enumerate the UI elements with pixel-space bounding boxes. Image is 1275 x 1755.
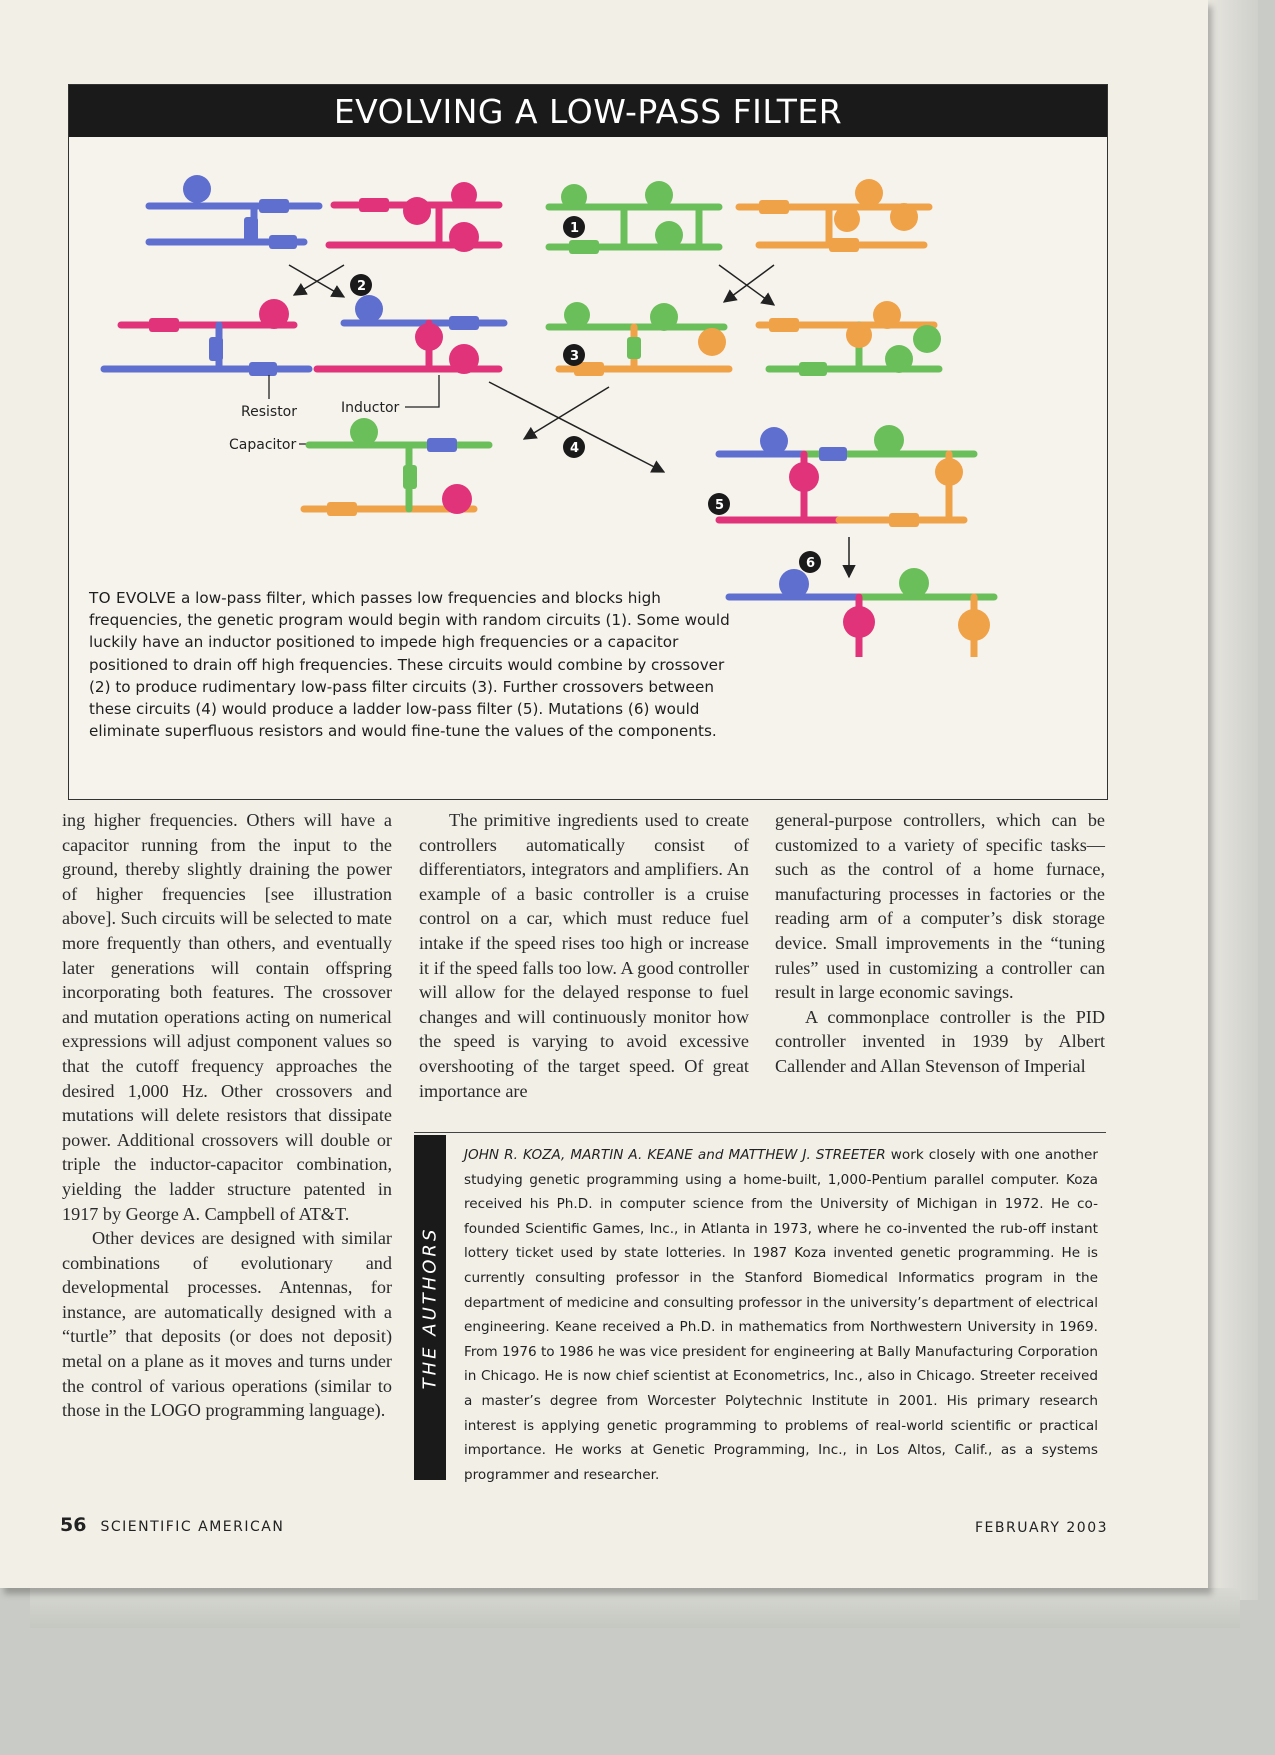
footer-left	[60, 1514, 284, 1536]
body-column-3	[775, 808, 1105, 1079]
paragraph: general-purpose controllers, which can be customized to a variety of specific tasks—such as the control of a home furnace, manufacturing processes in factories or the reading arm of a computer’s disk storage device. Small improvements in the “tuning rules” used in customizing a controller can result in large economic savings.	[775, 810, 1105, 1003]
capacitor-label: Capacitor	[229, 437, 297, 453]
paragraph: Other devices are designed with similar combinations of evolutionary and developmental processes. Antennas, for instance, are automatically designed with a “turtle” that deposits (or does not deposit) metal on a plane as it moves and turns under the control of various operations (similar to those in the LOGO programming language).	[62, 1228, 392, 1421]
resistor-label: Resistor	[241, 404, 297, 420]
circuit-3b	[317, 295, 504, 374]
circuit-3a	[104, 299, 309, 376]
circuit-1a	[149, 175, 319, 249]
figure-box	[68, 84, 1108, 800]
author-bio-text: work closely with one another studying genetic programming using a home-built, 1,000-Pentium parallel computer. Koza received his Ph.D. in computer science from the University of Michigan in 1972. He co-founded Scientific Games, Inc., in Atlanta in 1973, where he co-invented the rub-off instant lottery ticket used by state lotteries. In 1987 Koza invented genetic programming. He is currently consulting professor in the Stanford Biomedical Informatics program in the department of medicine and consulting professor in the university’s department of electrical engineering. Keane received a Ph.D. in mathematics from Northwestern University in 1969. From 1976 to 1986 he was vice president for engineering at Bally Manufacturing Corporation in Chicago. He is now chief scientist at Econometrics, Inc., also in Chicago. Streeter received a master’s degree from Worcester Polytechnic Institute in 2001. His primary research interest is applying genetic programming to problems of real-world scientific or practical importance. He works at Genetic Programming, Inc., in Los Altos, Calif., as a systems programmer and researcher.	[464, 1147, 1098, 1483]
body-column-1	[62, 808, 392, 1423]
circuit-1d	[739, 179, 929, 252]
circuit-4	[304, 418, 489, 516]
step-3: 3	[570, 349, 580, 364]
authors-tab-label: THE AUTHORS	[419, 1226, 441, 1389]
page-right-edge	[1208, 0, 1258, 1600]
body-column-2	[419, 808, 749, 1103]
inductor-label: Inductor	[341, 400, 400, 416]
circuit-illustration	[69, 137, 1106, 657]
circuit-6-final	[729, 568, 994, 657]
step-5: 5	[715, 498, 725, 513]
caption-lead: TO EVOLVE	[89, 589, 177, 607]
author-names: JOHN R. KOZA, MARTIN A. KEANE and MATTHEW J. STREETER	[464, 1147, 886, 1163]
authors-tab	[414, 1135, 446, 1480]
paragraph: The primitive ingredients used to create controllers automatically consist of differentiators, integrators and amplifiers. An example of a basic controller is a cruise control on a car, which must reduce fuel intake if the speed rises too high or increase it if the speed falls too low. A good controller will allow for the delayed response to fuel changes and will continuously monitor how the speed is varying to avoid excessive overshooting of the target speed. Of great importance are	[419, 810, 749, 1101]
step-4: 4	[570, 441, 580, 456]
step-2: 2	[357, 279, 367, 294]
step-6: 6	[806, 556, 816, 571]
authors-bio	[464, 1143, 1098, 1487]
circuit-5-ladder	[719, 425, 974, 527]
caption-text: a low-pass filter, which passes low frequencies and blocks high frequencies, the genetic program would begin with random circuits (1). Some would luckily have an inductor positioned to impede high frequencies or a capacitor positioned to drain off high frequencies. These circuits would combine by crossover (2) to produce rudimentary low-pass filter circuits (3). Further crossovers between these circuits (4) would produce a ladder low-pass filter (5). Mutations (6) would eliminate superfluous resistors and would fine-tune the values of the components.	[89, 589, 730, 741]
page-bottom-edge	[30, 1588, 1240, 1628]
authors-box	[414, 1132, 1106, 1483]
magazine-name: SCIENTIFIC AMERICAN	[100, 1519, 285, 1535]
step-1: 1	[570, 221, 580, 236]
paragraph: ing higher frequencies. Others will have a capacitor running from the input to the ground, thereby slightly draining the power of higher frequencies [see illustration above]. Such circuits will be selected to mate more frequently than others, and eventually later generations will contain offspring incorporating both features. The crossover and mutation operations acting on numerical expressions will adjust component values so that the cutoff frequency approaches the desired 1,000 Hz. Other crossovers and mutations will delete resistors that dissipate power. Additional crossovers will double or triple the inductor-capacitor combination, yielding the ladder structure patented in 1917 by George A. Campbell of AT&T.	[62, 810, 392, 1224]
figure-caption	[89, 587, 749, 742]
circuit-3d	[759, 301, 941, 376]
figure-title: EVOLVING A LOW-PASS FILTER	[69, 85, 1107, 137]
circuit-1b	[329, 182, 499, 252]
paragraph: A commonplace controller is the PID controller invented in 1939 by Albert Callender and Allan Stevenson of Imperial	[775, 1006, 1105, 1076]
page-number: 56	[60, 1514, 87, 1536]
issue-date: FEBRUARY 2003	[975, 1520, 1109, 1536]
